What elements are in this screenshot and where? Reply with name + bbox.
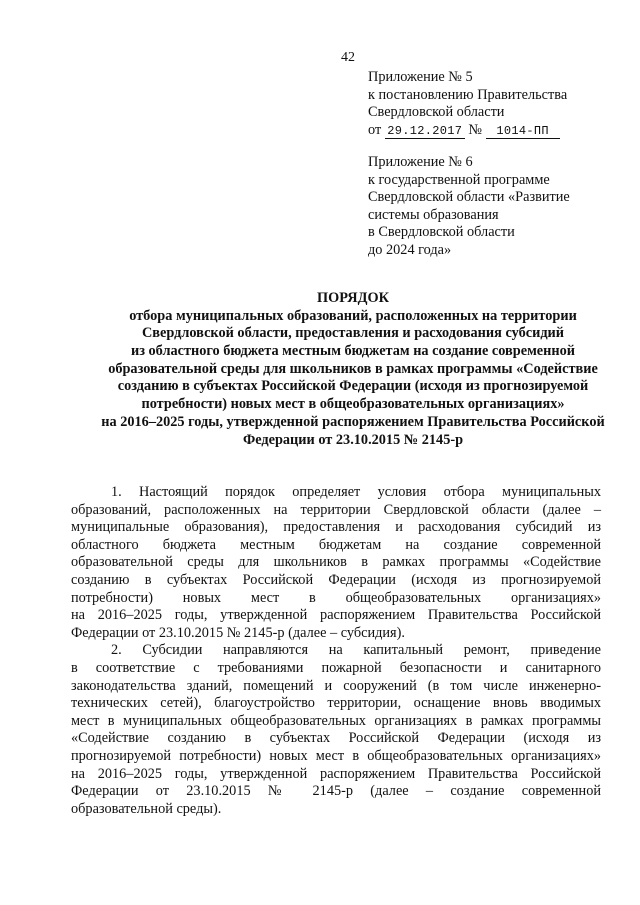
title-line: потребности) новых мест в общеобразовательных организациях»: [141, 396, 565, 413]
annex-5-line: к постановлению Правительства: [368, 86, 568, 103]
paragraph-1: [71, 484, 601, 642]
annex-5-line: Свердловской области: [368, 104, 505, 120]
annex-6-block: [368, 154, 618, 259]
paragraph-line: прогнозируемой потребности) новых мест в общеобразовательных организациях»: [71, 747, 601, 764]
title-line: отбора муниципальных образований, расположенных на территории: [129, 307, 577, 324]
paragraph-line: образовательной среды).: [71, 800, 222, 817]
date-prefix: от: [368, 121, 382, 138]
paragraph-line: Федерации от 23.10.2015 № 2145-р (далее – субсидия).: [71, 624, 405, 641]
title-line: Федерации от 23.10.2015 № 2145-р: [242, 431, 464, 448]
annex-5-line: Приложение № 5: [368, 69, 473, 85]
paragraph-line: Федерации от 23.10.2015 № 2145-р (далее – создание современной: [71, 783, 601, 800]
paragraph-line: муниципальные образования), предоставления и расходования субсидий из: [71, 519, 601, 536]
annex-5-date-line: [368, 122, 618, 140]
number-prefix: №: [468, 121, 483, 138]
paragraph-line: образовательной среды для школьников в рамках программы «Содействие: [71, 554, 601, 571]
title-heading: ПОРЯДОК: [317, 290, 389, 306]
paragraph-line: 2. Субсидии направляются на капитальный ремонт, приведение: [111, 642, 601, 659]
title-line: Свердловской области, предоставления и расходования субсидий: [141, 325, 565, 342]
title-line: из областного бюджета местным бюджетам на создание современной: [130, 343, 576, 360]
paragraph-line: технических сетей), благоустройство территории, оснащение вновь вводимых: [71, 695, 601, 712]
paragraph-line: 1. Настоящий порядок определяет условия отбора муниципальных: [111, 484, 601, 500]
title-line: на 2016–2025 годы, утвержденной распоряжением Правительства Российской: [101, 413, 605, 430]
paragraph-line: потребности) новых мест в общеобразовательных организациях»: [71, 589, 601, 606]
paragraph-line: «Содействие созданию в субъектах Российской Федерации (исходя из: [71, 730, 601, 747]
annex-6-line: Свердловской области «Развитие: [368, 189, 570, 205]
title-line: образовательной среды для школьников в рамках программы «Содействие: [108, 360, 598, 377]
page-number: 42: [341, 50, 355, 65]
paragraph-2: [71, 642, 601, 818]
paragraph-line: на 2016–2025 годы, утвержденной распоряжением Правительства Российской: [71, 607, 601, 624]
paragraph-line: областного бюджета местным бюджетам на создание современной: [71, 536, 601, 553]
annex-5-block: [368, 69, 618, 139]
paragraph-line: мест в муниципальных общеобразовательных организациях в рамках программы: [71, 712, 601, 729]
annex-6-line: в Свердловской области: [368, 224, 515, 240]
paragraph-line: в соответствие с требованиями пожарной безопасности и санитарного: [71, 659, 601, 676]
annex-6-line: Приложение № 6: [368, 154, 473, 170]
annex-6-line: до 2024 года»: [368, 241, 452, 258]
paragraph-line: законодательства зданий, помещений и сооружений (в том числе инженерно-: [71, 677, 601, 694]
paragraph-line: образований, расположенных на территории Свердловской области (далее –: [71, 501, 601, 518]
title-line: созданию в субъектах Российской Федерации (исходя из прогнозируемой: [117, 378, 589, 395]
paragraph-line: на 2016–2025 годы, утвержденной распоряжением Правительства Российской: [71, 765, 601, 782]
annex-6-line: к государственной программе: [368, 171, 550, 188]
resolution-number: 1014-ПП: [486, 125, 560, 139]
document-title: [60, 290, 640, 449]
resolution-date: 29.12.2017: [385, 125, 465, 139]
paragraph-line: созданию в субъектах Российской Федерации (исходя из прогнозируемой: [71, 571, 601, 588]
body-text: [71, 484, 601, 818]
annex-6-line: системы образования: [368, 206, 499, 223]
